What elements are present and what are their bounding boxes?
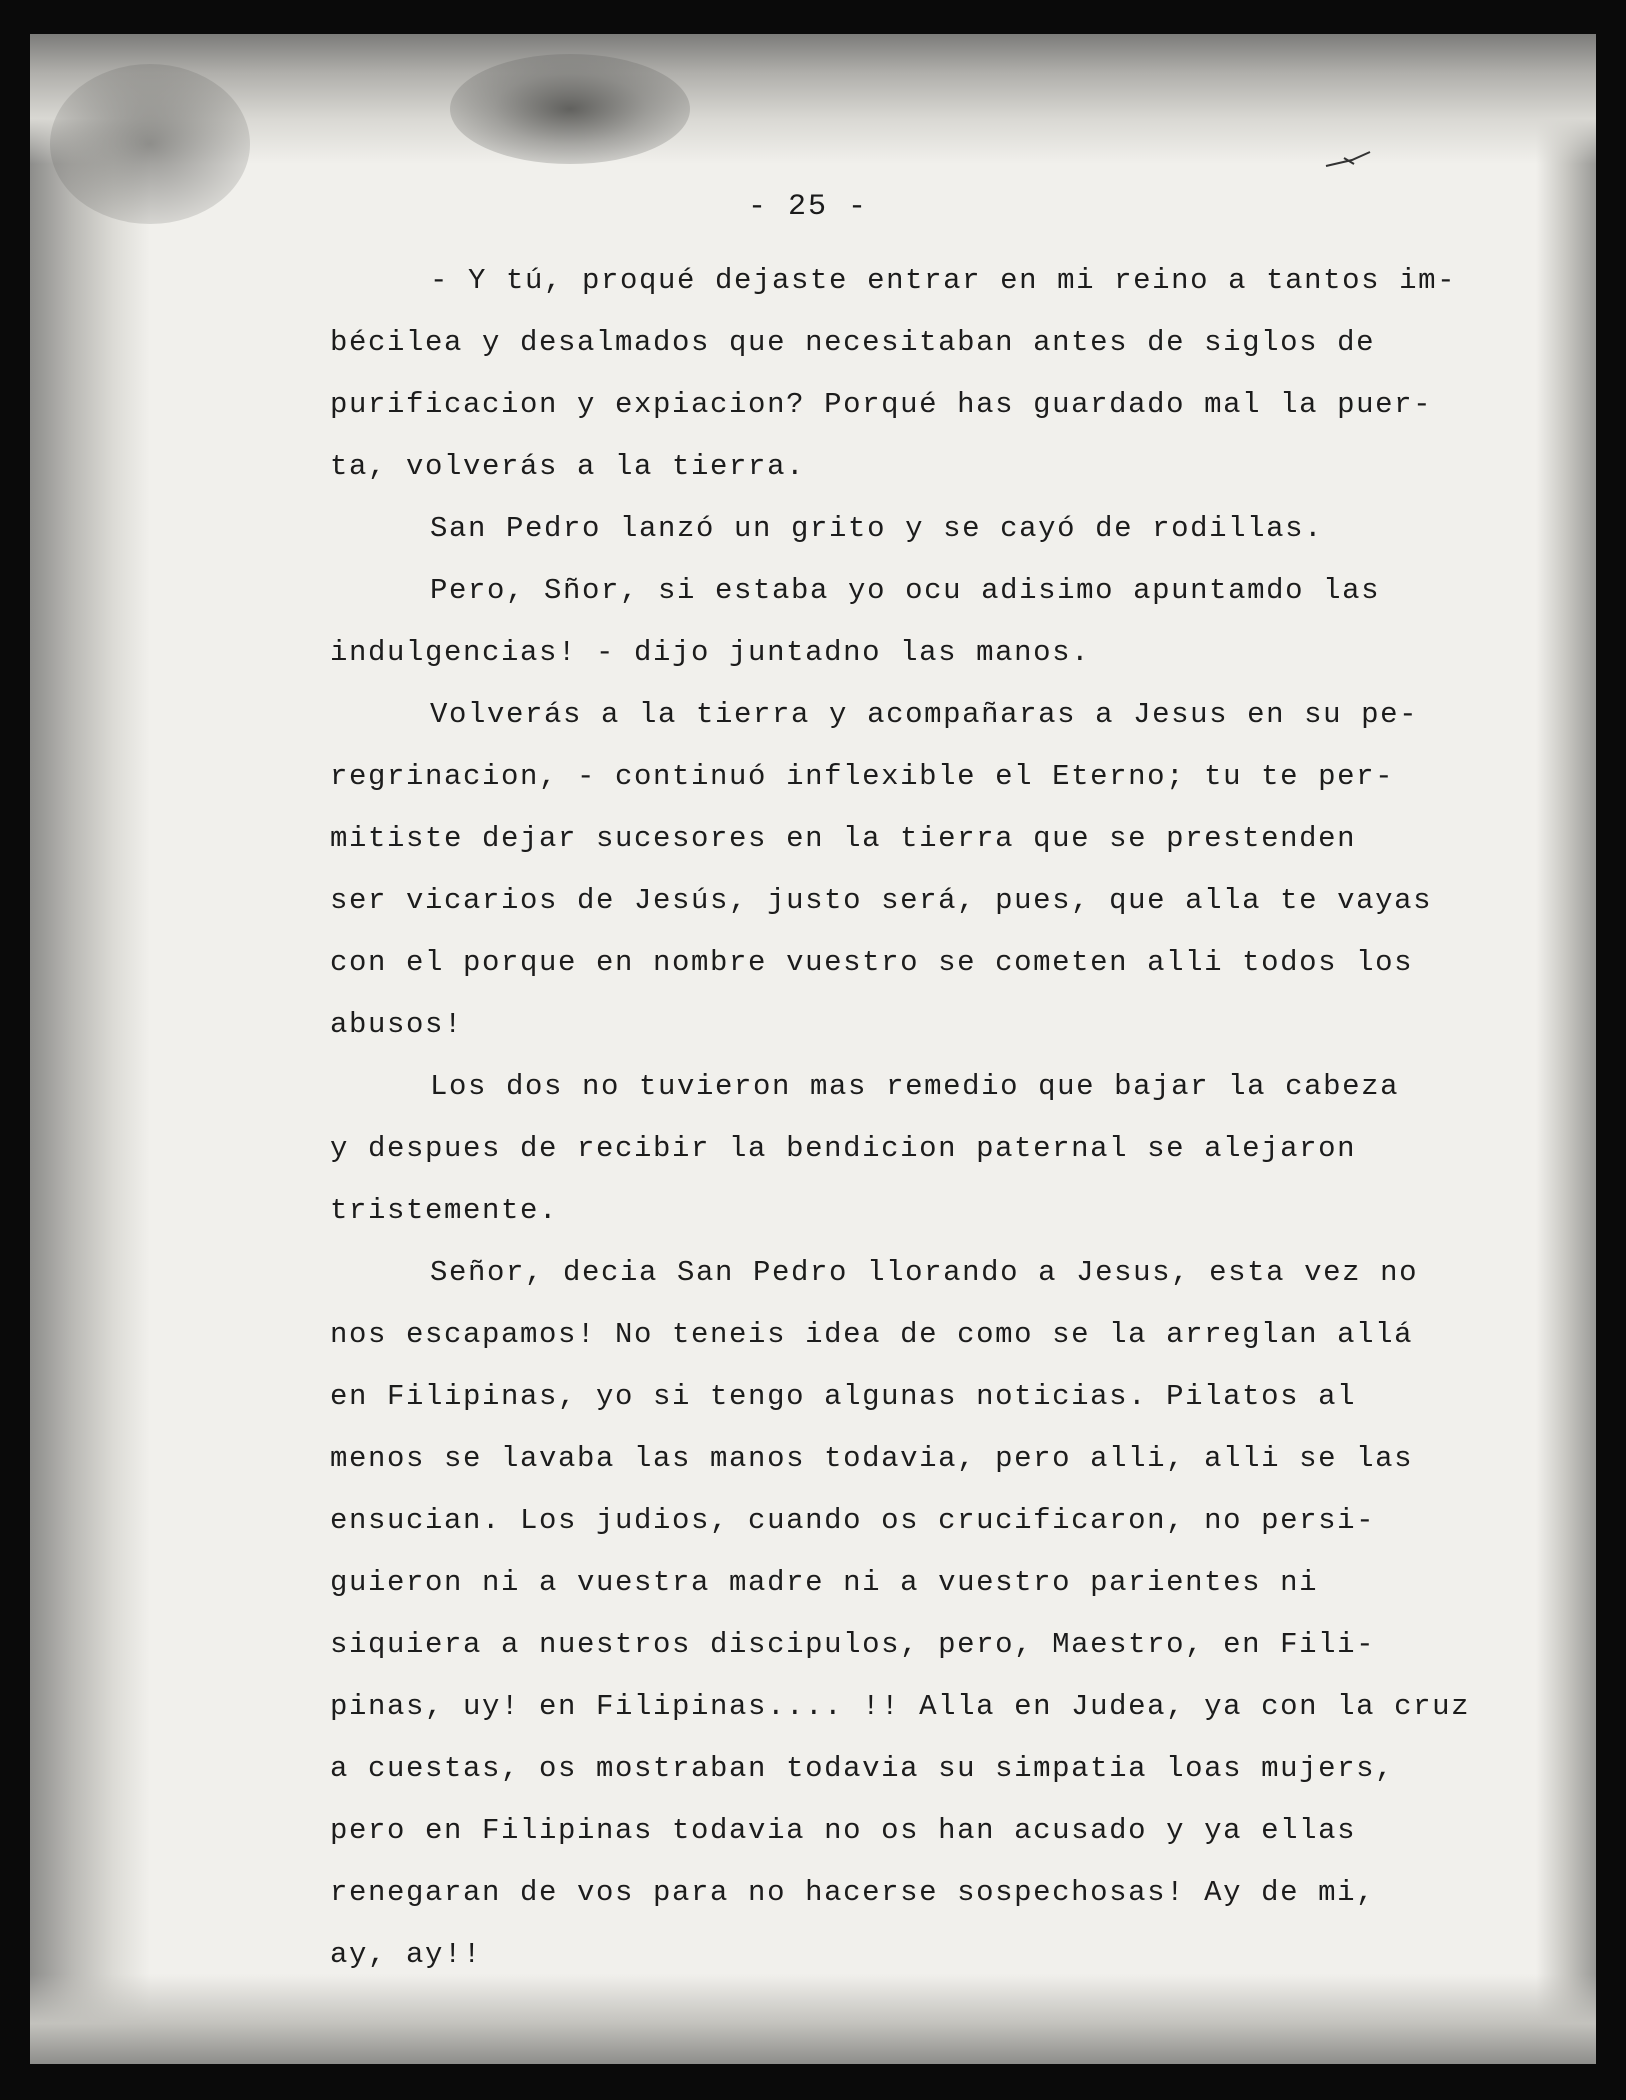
text-line: renegaran de vos para no hacerse sospechosas! Ay de mi, [330,1876,1376,1909]
scan-edge-bottom [30,1974,1596,2064]
scan-edge-top [30,34,1596,164]
text-line: Los dos no tuvieron mas remedio que bajar la cabeza [430,1070,1400,1103]
text-line: con el porque en nombre vuestro se cometen alli todos los [330,946,1414,979]
text-line: San Pedro lanzó un grito y se cayó de rodillas. [430,512,1324,545]
text-line: Volverás a la tierra y acompañaras a Jesus en su pe- [430,698,1419,731]
body-text [330,250,1480,1986]
text-line: ser vicarios de Jesús, justo será, pues, que alla te vayas [330,884,1433,917]
ink-stain [450,54,690,164]
text-line: Señor, decia San Pedro llorando a Jesus, esta vez no [430,1256,1419,1289]
text-line: siquiera a nuestros discipulos, pero, Maestro, en Fili- [330,1628,1376,1661]
text-line: mitiste dejar sucesores en la tierra que se prestenden [330,822,1357,855]
text-line: guieron ni a vuestra madre ni a vuestro parientes ni [330,1566,1319,1599]
text-line: ensucian. Los judios, cuando os crucificaron, no persi- [330,1504,1376,1537]
text-line: nos escapamos! No teneis idea de como se la arreglan allá [330,1318,1414,1351]
text-line: en Filipinas, yo si tengo algunas noticias. Pilatos al [330,1380,1357,1413]
pencil-mark-icon [1324,148,1374,172]
text-line: y despues de recibir la bendicion paternal se alejaron [330,1132,1357,1165]
scan-edge-left [30,34,150,2064]
text-line: tristemente. [330,1194,559,1227]
text-line: indulgencias! - dijo juntadno las manos. [330,636,1091,669]
text-line: pinas, uy! en Filipinas.... !! Alla en Judea, ya con la cruz [330,1690,1471,1723]
text-line: Pero, Sñor, si estaba yo ocu adisimo apuntamdo las [430,574,1381,607]
text-line: ay, ay!! [330,1938,483,1971]
text-line: bécilea y desalmados que necesitaban antes de siglos de [330,326,1376,359]
text-line: - Y tú, proqué dejaste entrar en mi reino a tantos im- [430,264,1457,297]
page-number: - 25 - [747,190,869,224]
text-line: regrinacion, - continuó inflexible el Eterno; tu te per- [330,760,1395,793]
text-line: abusos! [330,1008,464,1041]
scan-edge-right [1536,34,1596,2064]
text-line: menos se lavaba las manos todavia, pero alli, alli se las [330,1442,1414,1475]
text-line: pero en Filipinas todavia no os han acusado y ya ellas [330,1814,1357,1847]
text-line: a cuestas, os mostraban todavia su simpatia loas mujers, [330,1752,1395,1785]
text-line: purificacion y expiacion? Porqué has guardado mal la puer- [330,388,1433,421]
text-line: ta, volverás a la tierra. [330,450,806,483]
